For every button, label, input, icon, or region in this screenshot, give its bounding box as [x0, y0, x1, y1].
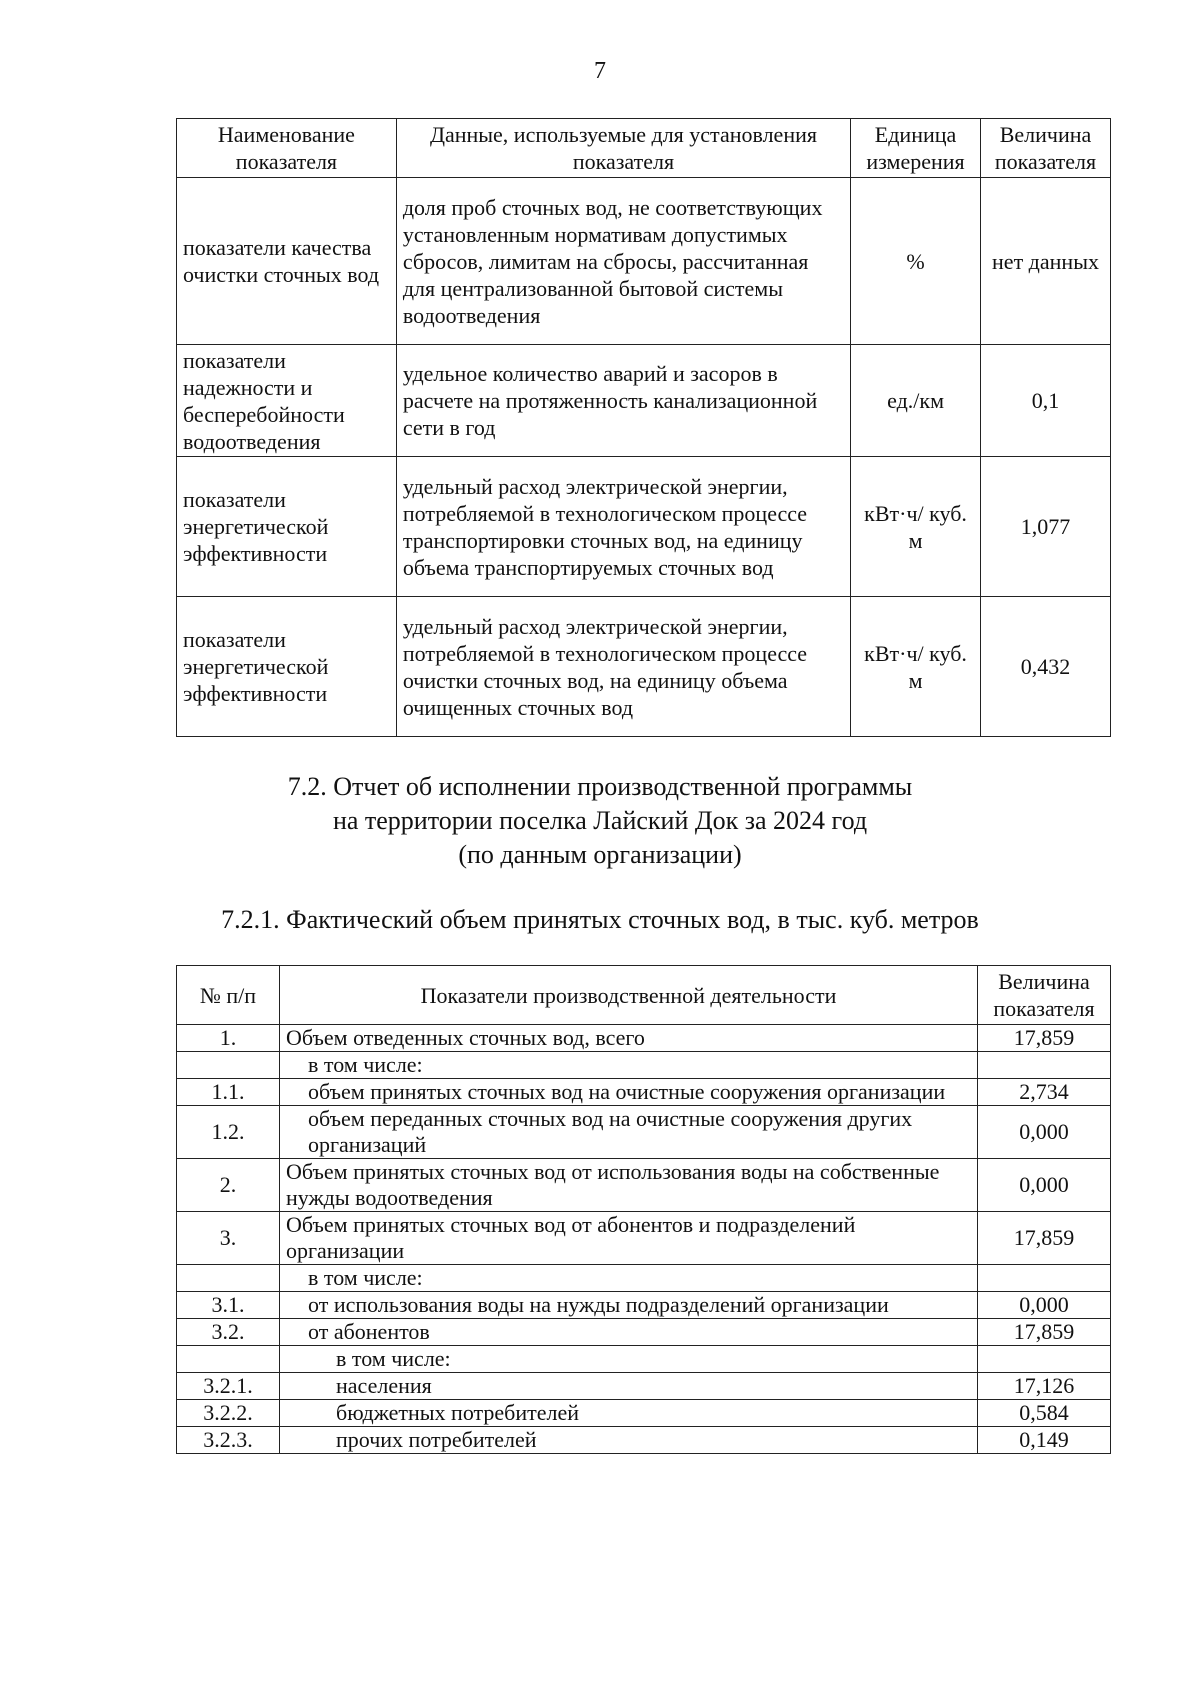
indicator-name: показатели энергетической эффективности: [177, 457, 397, 597]
row-number: 3.2.: [177, 1319, 280, 1346]
indicator-name: показатели надежности и бесперебойности водоотведения: [177, 345, 397, 457]
table-row: [177, 1106, 1111, 1159]
indicator-value: 0,1: [981, 345, 1111, 457]
row-value: 17,859: [978, 1319, 1111, 1346]
row-number: 1.1.: [177, 1079, 280, 1106]
table-row: [177, 1265, 1111, 1292]
row-label: в том числе:: [280, 1265, 978, 1292]
row-label: бюджетных потребителей: [280, 1400, 978, 1427]
table-row: [177, 1052, 1111, 1079]
header-indicator-data: Данные, используемые для установления показателя: [396, 119, 850, 178]
table-row: [177, 1346, 1111, 1373]
row-number: 3.1.: [177, 1292, 280, 1319]
row-value: [978, 1346, 1111, 1373]
table-row: [177, 1400, 1111, 1427]
table-row: [177, 1159, 1111, 1212]
row-number: 3.: [177, 1212, 280, 1265]
volume-table-body: [177, 1025, 1111, 1454]
row-value: 17,859: [978, 1212, 1111, 1265]
page-number: 7: [594, 58, 606, 84]
row-number: [177, 1346, 280, 1373]
row-number: 3.2.3.: [177, 1427, 280, 1454]
indicator-value: 1,077: [981, 457, 1111, 597]
row-number: 2.: [177, 1159, 280, 1212]
indicator-data: доля проб сточных вод, не соответствующих установленным нормативам допустимых сбросов, лимитам на сбросы, рассчитанная для централизованной бытовой системы водоотведения: [396, 178, 850, 345]
heading-line: 7.2. Отчет об исполнении производственной программы: [287, 772, 913, 801]
indicator-value: нет данных: [981, 178, 1111, 345]
indicator-unit: кВт·ч/ куб. м: [851, 597, 981, 737]
indicator-data: удельное количество аварий и засоров в расчете на протяженность канализационной сети в год: [396, 345, 850, 457]
row-value: 0,000: [978, 1292, 1111, 1319]
table-row: [177, 597, 1111, 737]
header-unit: Единица измерения: [851, 119, 981, 178]
row-label: населения: [280, 1373, 978, 1400]
row-number: 1.: [177, 1025, 280, 1052]
header-value: Величина показателя: [981, 119, 1111, 178]
table-row: [177, 1373, 1111, 1400]
indicator-data: удельный расход электрической энергии, потребляемой в технологическом процессе очистки сточных вод, на единицу объема очищенных сточных вод: [396, 597, 850, 737]
table-row: [177, 1292, 1111, 1319]
row-label: объем принятых сточных вод на очистные сооружения организации: [280, 1079, 978, 1106]
table-row: [177, 1025, 1111, 1052]
row-label: прочих потребителей: [280, 1427, 978, 1454]
table-row: [177, 1427, 1111, 1454]
indicators-table: [176, 118, 1111, 737]
table-row: [177, 1079, 1111, 1106]
row-label: Объем принятых сточных вод от абонентов и подразделений организации: [280, 1212, 978, 1265]
row-value: [978, 1265, 1111, 1292]
row-number: 3.2.2.: [177, 1400, 280, 1427]
table-row: [177, 1319, 1111, 1346]
indicator-unit: кВт·ч/ куб. м: [851, 457, 981, 597]
row-value: 0,584: [978, 1400, 1111, 1427]
row-value: [978, 1052, 1111, 1079]
table-row: [177, 1212, 1111, 1265]
row-value: 2,734: [978, 1079, 1111, 1106]
table-row: [177, 457, 1111, 597]
row-number: 1.2.: [177, 1106, 280, 1159]
indicator-value: 0,432: [981, 597, 1111, 737]
row-label: в том числе:: [280, 1052, 978, 1079]
section-heading-7-2-1: 7.2.1. Фактический объем принятых сточных вод, в тыс. куб. метров: [221, 905, 979, 934]
row-value: 17,126: [978, 1373, 1111, 1400]
row-label: объем переданных сточных вод на очистные сооружения других организаций: [280, 1106, 978, 1159]
section-heading-7-2: [0, 770, 1200, 872]
volume-table-header: [177, 966, 1111, 1025]
table-row: [177, 178, 1111, 345]
header-number: № п/п: [177, 966, 280, 1025]
header-indicator-name: Наименование показателя: [177, 119, 397, 178]
row-number: 3.2.1.: [177, 1373, 280, 1400]
indicator-unit: ед./км: [851, 345, 981, 457]
row-value: 0,000: [978, 1106, 1111, 1159]
row-label: в том числе:: [280, 1346, 978, 1373]
row-value: 0,000: [978, 1159, 1111, 1212]
heading-line: на территории поселка Лайский Док за 2024 год: [332, 806, 868, 835]
row-number: [177, 1265, 280, 1292]
row-label: Объем принятых сточных вод от использования воды на собственные нужды водоотведения: [280, 1159, 978, 1212]
indicator-name: показатели энергетической эффективности: [177, 597, 397, 737]
row-value: 0,149: [978, 1427, 1111, 1454]
indicator-name: показатели качества очистки сточных вод: [177, 178, 397, 345]
table-row: [177, 345, 1111, 457]
header-value: Величина показателя: [978, 966, 1111, 1025]
row-number: [177, 1052, 280, 1079]
row-label: Объем отведенных сточных вод, всего: [280, 1025, 978, 1052]
indicators-table-header: [177, 119, 1111, 178]
header-activity: Показатели производственной деятельности: [280, 966, 978, 1025]
heading-line: (по данным организации): [458, 840, 742, 869]
indicator-data: удельный расход электрической энергии, потребляемой в технологическом процессе транспортировки сточных вод, на единицу объема транспортируемых сточных вод: [396, 457, 850, 597]
row-value: 17,859: [978, 1025, 1111, 1052]
wastewater-volume-table: [176, 965, 1111, 1454]
indicator-unit: %: [851, 178, 981, 345]
row-label: от абонентов: [280, 1319, 978, 1346]
row-label: от использования воды на нужды подразделений организации: [280, 1292, 978, 1319]
